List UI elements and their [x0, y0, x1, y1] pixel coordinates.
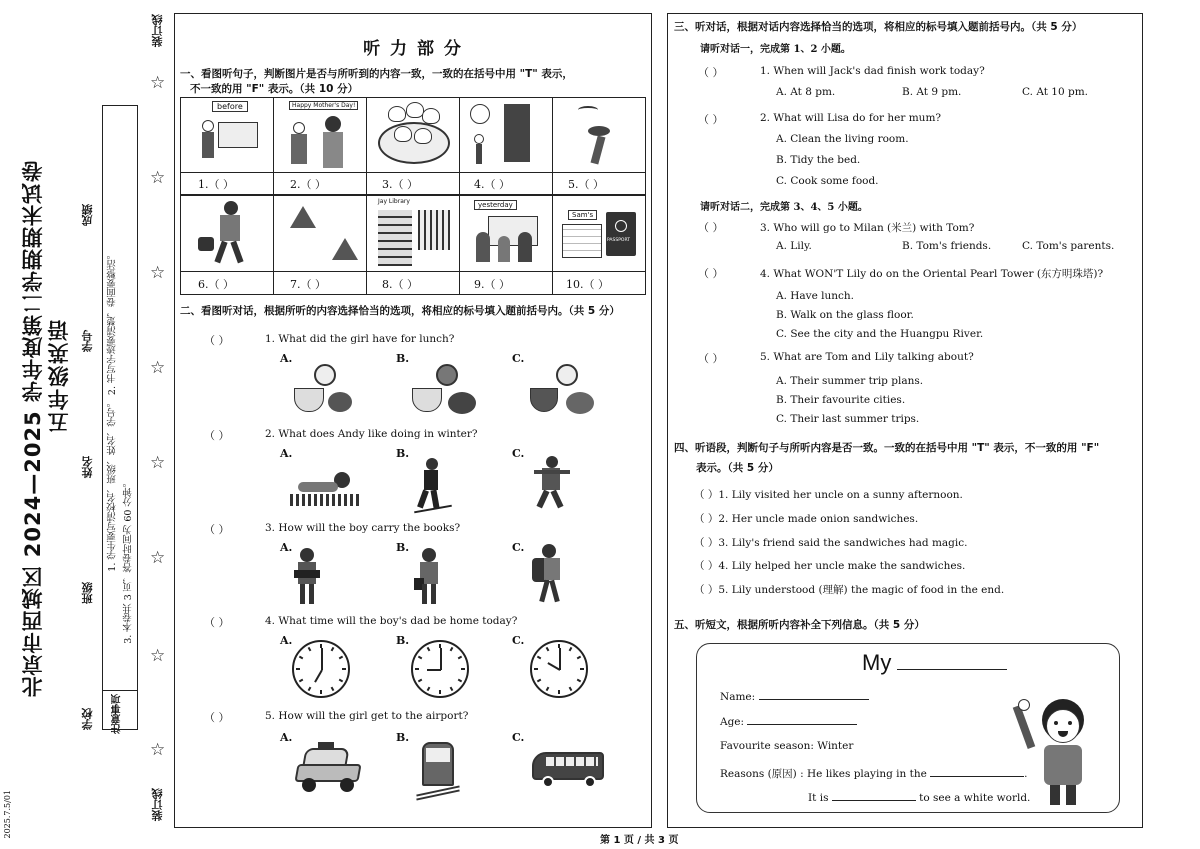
- q3-text: 3. How will the boy carry the books?: [265, 522, 461, 534]
- grid-divider: [273, 97, 274, 295]
- pic-answer-6[interactable]: 6.（ ）: [198, 278, 234, 291]
- pic-answer-10[interactable]: 10.（ ）: [566, 278, 609, 291]
- clock-tick: [537, 679, 541, 683]
- part4-item-3[interactable]: （ ）3. Lily's friend said the sandwiches had magic.: [694, 537, 968, 549]
- pic-9-family: [468, 198, 548, 268]
- q3-boy-bag: [414, 548, 442, 606]
- clock-tick: [458, 656, 462, 660]
- q1-text: 1. What did the girl have for lunch?: [265, 333, 455, 345]
- part1-title-2: 不一致的用 "F" 表示。（共 10 分）: [190, 83, 359, 95]
- r-q1-paren[interactable]: （ ）: [698, 66, 724, 79]
- star-icon: ☆: [150, 263, 166, 283]
- r-q1-text: 1. When will Jack's dad finish work today?: [760, 65, 985, 77]
- clock-tick: [569, 647, 573, 651]
- clock-minute-hand: [559, 648, 561, 670]
- q4-option-a: A.: [280, 634, 293, 647]
- clock-tick: [461, 668, 465, 670]
- card-itis-end: to see a white world.: [919, 792, 1031, 804]
- q4-clock-c: [530, 640, 588, 698]
- r-q4-text: 4. What WON'T Lily do on the Oriental Pearl Tower (东方明珠塔)?: [760, 268, 1104, 280]
- card-title-text: My: [862, 650, 892, 675]
- r-q4-opt-a: A. Have lunch.: [776, 290, 855, 302]
- clock-tick: [580, 668, 584, 670]
- q3-option-b: B.: [396, 541, 410, 554]
- q5-taxi: [294, 740, 364, 796]
- r-q4-paren[interactable]: （ ）: [698, 267, 724, 280]
- field-class: 班级: [81, 582, 94, 604]
- q2-option-c: C.: [512, 447, 525, 460]
- footer-code: 2025.7.5/01: [3, 790, 12, 839]
- binding-line-bottom: 装订线: [151, 788, 164, 821]
- grid-divider: [180, 194, 646, 196]
- pic-answer-5[interactable]: 5.（ ）: [568, 178, 604, 191]
- card-itis-label: It is: [808, 792, 829, 804]
- pic-answer-9[interactable]: 9.（ ）: [474, 278, 510, 291]
- q3-boy-carry: [294, 548, 320, 606]
- pic-5-dragon: [560, 100, 640, 170]
- binding-line-top: 装订线: [151, 14, 164, 47]
- q3-paren[interactable]: （ ）: [204, 523, 230, 536]
- r-q4-opt-c: C. See the city and the Huangpu River.: [776, 328, 984, 340]
- label-yesterday: yesterday: [474, 200, 517, 210]
- label-sams: Sam's: [568, 210, 597, 220]
- clock-tick: [458, 679, 462, 683]
- boy-illustration: [1020, 695, 1100, 807]
- r-q3-opt-b: B. Tom's friends.: [902, 240, 992, 252]
- clock-tick: [546, 647, 550, 651]
- part4-item-4[interactable]: （ ）4. Lily helped her uncle make the sandwiches.: [694, 560, 966, 572]
- star-icon: ☆: [150, 73, 166, 93]
- clock-hour-hand: [427, 669, 441, 671]
- star-icon: ☆: [150, 168, 166, 188]
- star-icon: ☆: [150, 548, 166, 568]
- field-name: 姓名: [81, 456, 94, 478]
- clock-tick: [450, 647, 454, 651]
- q3-option-a: A.: [280, 541, 293, 554]
- r-q3-opt-c: C. Tom's parents.: [1022, 240, 1115, 252]
- page-footer: 第 1 页 / 共 3 页: [600, 835, 679, 846]
- pic-answer-1[interactable]: 1.（ ）: [198, 178, 234, 191]
- clock-hour-hand: [314, 670, 323, 683]
- notice-line-1: 1. 学生要写清校名、班级、姓名、学号。 2. 书写字迹要清楚，卷面要整洁。: [107, 250, 118, 572]
- field-score: 成绩: [81, 204, 94, 226]
- card-itis-blank[interactable]: [832, 791, 916, 801]
- q5-paren[interactable]: （ ）: [204, 711, 230, 724]
- clock-tick: [427, 687, 431, 691]
- dialog2-intro: 请听对话二，完成第 3、4、5 小题。: [700, 202, 868, 213]
- clock-tick: [534, 668, 538, 670]
- r-q2-text: 2. What will Lisa do for her mum?: [760, 112, 942, 124]
- q1-food-a: [292, 364, 356, 422]
- exam-title: 北京市西城区 2024—2025 学年度第二学期期末试卷: [21, 160, 45, 698]
- q5-train: [416, 740, 460, 798]
- clock-tick: [296, 668, 300, 670]
- pic-8-library: [374, 198, 454, 268]
- clock-tick: [439, 690, 441, 694]
- part5-title: 五、听短文，根据所听内容补全下列信息。（共 5 分）: [674, 619, 925, 631]
- r-q1-opt-b: B. At 9 pm.: [902, 86, 962, 98]
- clock-tick: [569, 687, 573, 691]
- pic-2-mothers-day: [283, 100, 359, 170]
- clock-minute-hand: [321, 648, 323, 670]
- clock-tick: [299, 679, 303, 683]
- card-name-blank[interactable]: [759, 690, 869, 700]
- label-mothers-day: Happy Mother's Day!: [289, 101, 358, 110]
- q1-option-a: A.: [280, 352, 293, 365]
- field-number: 学号: [81, 330, 94, 352]
- r-q5-paren[interactable]: （ ）: [698, 352, 724, 365]
- clock-tick: [415, 668, 419, 670]
- card-name-label: Name:: [720, 691, 756, 703]
- q5-option-b: B.: [396, 731, 410, 744]
- r-q4-opt-b: B. Walk on the glass floor.: [776, 309, 914, 321]
- r-q5-opt-c: C. Their last summer trips.: [776, 413, 920, 425]
- grid-divider: [459, 97, 460, 295]
- q1-option-c: C.: [512, 352, 525, 365]
- r-q2-opt-c: C. Cook some food.: [776, 175, 879, 187]
- pic-answer-7[interactable]: 7.（ ）: [290, 278, 326, 291]
- q5-text: 5. How will the girl get to the airport?: [265, 710, 469, 722]
- q2-swimming: [290, 462, 360, 510]
- pic-3-dumplings: [374, 102, 454, 168]
- q1-paren[interactable]: （ ）: [204, 334, 230, 347]
- grid-divider: [180, 271, 646, 272]
- r-q2-opt-a: A. Clean the living room.: [776, 133, 909, 145]
- clock-tick: [342, 668, 346, 670]
- card-age-blank[interactable]: [747, 715, 857, 725]
- r-q2-paren[interactable]: （ ）: [698, 113, 724, 126]
- star-icon: ☆: [150, 453, 166, 473]
- section-title: 听 力 部 分: [363, 39, 463, 59]
- card-reasons-label: Reasons (原因) : He likes playing in the: [720, 768, 927, 780]
- q5-bus: [530, 748, 606, 792]
- card-title: [862, 650, 1007, 676]
- card-itis-row: [808, 791, 1030, 804]
- star-icon: ☆: [150, 740, 166, 760]
- clock-tick: [299, 656, 303, 660]
- r-q1-opt-a: A. At 8 pm.: [776, 86, 836, 98]
- star-icon: ☆: [150, 358, 166, 378]
- notice-label: 注意事项: [112, 694, 123, 734]
- q2-text: 2. What does Andy like doing in winter?: [265, 428, 478, 440]
- q1-option-b: B.: [396, 352, 410, 365]
- card-title-blank[interactable]: [897, 650, 1007, 670]
- r-q1-opt-c: C. At 10 pm.: [1022, 86, 1089, 98]
- part4-item-2[interactable]: （ ）2. Her uncle made onion sandwiches.: [694, 513, 919, 525]
- part3-title: 三、听对话，根据对话内容选择恰当的选项，将相应的标号填入题前括号内。（共 5 分）: [674, 21, 1083, 33]
- star-icon: ☆: [150, 646, 166, 666]
- field-school: 学校: [81, 708, 94, 730]
- r-q3-opt-a: A. Lily.: [776, 240, 812, 252]
- clock-tick: [577, 656, 581, 660]
- card-age-row: [720, 715, 857, 728]
- part4-item-1[interactable]: （ ）1. Lily visited her uncle on a sunny afternoon.: [694, 489, 963, 501]
- pic-6-walking-girl: [190, 197, 266, 269]
- pic-answer-4[interactable]: 4.（ ）: [474, 178, 510, 191]
- r-q5-opt-a: A. Their summer trip plans.: [776, 375, 924, 387]
- grid-divider: [366, 97, 367, 295]
- r-q3-paren[interactable]: （ ）: [698, 221, 724, 234]
- clock-tick: [339, 656, 343, 660]
- q4-clock-a: [292, 640, 350, 698]
- grid-divider: [552, 97, 553, 295]
- card-reasons-row: Reasons (原因) : He likes playing in the .: [720, 768, 1028, 780]
- clock-minute-hand: [440, 648, 442, 670]
- r-q3-text: 3. Who will go to Milan (米兰) with Tom?: [760, 222, 975, 234]
- q2-skiing: [412, 456, 452, 512]
- card-name-row: [720, 690, 869, 703]
- clock-tick: [331, 647, 335, 651]
- q2-paren[interactable]: （ ）: [204, 429, 230, 442]
- pic-answer-2[interactable]: 2.（ ）: [290, 178, 326, 191]
- label-library: Jay Library: [378, 198, 410, 205]
- part4-item-5[interactable]: （ ）5. Lily understood (理解) the magic of food in the end.: [694, 584, 1005, 596]
- q3-boy-backpack: [530, 544, 566, 604]
- pic-answer-3[interactable]: 3.（ ）: [382, 178, 418, 191]
- q1-food-c: [528, 364, 598, 422]
- clock-tick: [546, 687, 550, 691]
- notice-divider: [103, 690, 137, 691]
- pic-10-passport: [558, 198, 642, 268]
- q2-option-b: B.: [396, 447, 410, 460]
- clock-tick: [339, 679, 343, 683]
- part4-title: 四、听语段，判断句子与所听内容是否一致。一致的在括号中用 "T" 表示，不一致的用 "F": [674, 442, 1100, 454]
- clock-tick: [577, 679, 581, 683]
- label-before: before: [212, 101, 248, 112]
- clock-tick: [308, 647, 312, 651]
- part4-title-2: 表示。（共 5 分）: [696, 462, 779, 474]
- q1-food-b: [410, 364, 480, 422]
- subject-title: 五年级英语: [47, 318, 71, 433]
- pic-7-zongzi: [282, 198, 362, 268]
- clock-tick: [450, 687, 454, 691]
- q4-option-c: C.: [512, 634, 525, 647]
- r-q5-opt-b: B. Their favourite cities.: [776, 394, 906, 406]
- clock-tick: [418, 679, 422, 683]
- r-q5-text: 5. What are Tom and Lily talking about?: [760, 351, 974, 363]
- clock-tick: [308, 687, 312, 691]
- q4-text: 4. What time will the boy's dad be home today?: [265, 615, 518, 627]
- label-passport: PASSPORT: [607, 238, 631, 243]
- pic-answer-8[interactable]: 8.（ ）: [382, 278, 418, 291]
- part2-title: 二、看图听对话，根据所听的内容选择恰当的选项，将相应的标号填入题前括号内。（共 5 分）: [180, 305, 620, 317]
- card-age-label: Age:: [720, 716, 745, 728]
- r-q2-opt-b: B. Tidy the bed.: [776, 154, 861, 166]
- q2-skating: [530, 454, 574, 512]
- q2-option-a: A.: [280, 447, 293, 460]
- clock-tick: [320, 690, 322, 694]
- card-reasons-blank[interactable]: [930, 767, 1024, 777]
- q5-option-c: C.: [512, 731, 525, 744]
- q4-paren[interactable]: （ ）: [204, 616, 230, 629]
- clock-tick: [537, 656, 541, 660]
- pic-1-piano: [190, 100, 266, 170]
- q4-option-b: B.: [396, 634, 410, 647]
- pic-4-clock-building: [466, 100, 546, 170]
- card-season: Favourite season: Winter: [720, 740, 854, 752]
- clock-tick: [331, 687, 335, 691]
- q5-option-a: A.: [280, 731, 293, 744]
- clock-tick: [418, 656, 422, 660]
- q4-clock-b: [411, 640, 469, 698]
- part1-title: 一、看图听句子，判断图片是否与所听到的内容一致，一致的在括号中用 "T" 表示，: [180, 68, 573, 80]
- grid-divider: [180, 172, 646, 173]
- dialog1-intro: 请听对话一，完成第 1、2 小题。: [700, 44, 851, 55]
- clock-tick: [427, 647, 431, 651]
- clock-tick: [558, 690, 560, 694]
- q3-option-c: C.: [512, 541, 525, 554]
- notice-line-2: 3. 本卷共 3 页，答卷时间为 60 分钟。: [123, 478, 134, 644]
